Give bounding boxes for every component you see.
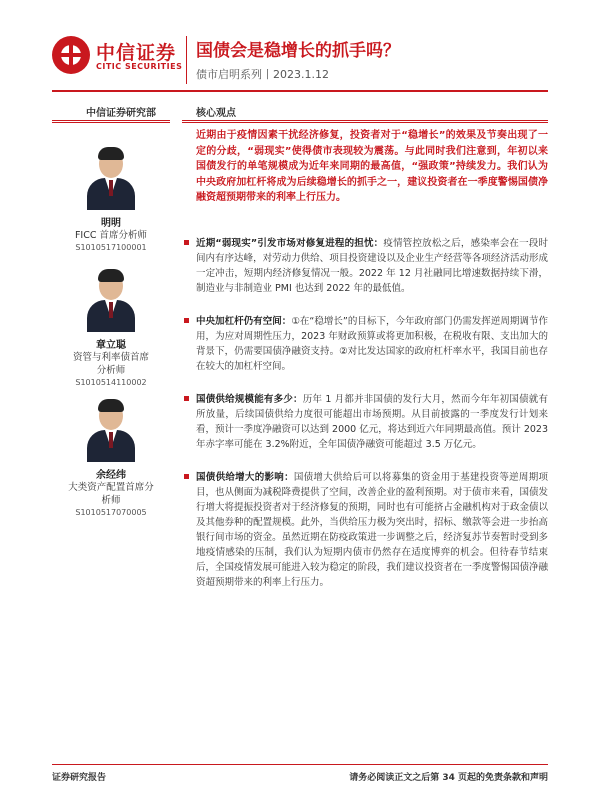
citic-logo-icon	[52, 36, 90, 74]
research-dept-label: 中信证券研究部	[86, 108, 156, 119]
key-point-text: ①在“稳增长”的目标下，今年政府部门仍需发挥逆周期调节作用，为应对周期性压力，2023 年财政预算或将更加积极，在税收有限、支出加大的背景下，仍需要国债净融资支持。②对比发达国家的政府杠杆率水平，我国目前也存在较大的加杠杆空间。	[196, 316, 548, 372]
analyst-title: FICC 首席分析师	[74, 230, 148, 241]
bullet-marker	[184, 240, 189, 245]
analyst-name: 章立聪	[96, 340, 126, 351]
analyst-card	[52, 268, 170, 387]
key-point	[184, 314, 548, 374]
citic-logo	[52, 36, 202, 80]
footer-report-type: 证券研究报告	[52, 773, 107, 783]
analyst-card	[52, 398, 170, 517]
footer-rule	[52, 764, 548, 765]
key-point-lead: 国债供给增大的影响：	[196, 472, 294, 483]
header-divider	[186, 36, 187, 84]
bullet-marker	[184, 396, 189, 401]
analyst-license-id: S1010517070005	[75, 508, 147, 517]
analyst-photo	[85, 398, 137, 462]
report-subtitle: 债市启明系列丨2023.1.12	[196, 68, 329, 81]
key-point	[184, 470, 548, 590]
logo-text-en: CITIC SECURITIES	[96, 62, 183, 71]
report-title: 国债会是稳增长的抓手吗？	[196, 41, 400, 61]
key-point-text: 历年 1 月都并非国债的发行大月，然而今年年初国债就有所放量，后续国债供给力度很可能超出市场预期。从目前披露的一季度发行计划来看，预计一季度净融资可以达到 2000 亿元，将达到近六年同期最高值。预计 2023 年赤字率可能在 3.2%附近，全年国债净融资可能超过 3.5 万亿元。	[196, 394, 548, 450]
left-section-rule-2	[52, 122, 170, 123]
analyst-photo	[85, 268, 137, 332]
header-rule	[52, 90, 548, 92]
analyst-name: 余经纬	[96, 470, 126, 481]
analyst-title: 大类资产配置首席分析师	[68, 482, 154, 506]
key-point-text: 国债增大供给后可以将募集的资金用于基建投资等逆周期项目，也从侧面为减税降费提供了空间，改善企业的盈利预期。对于债市来看，国债发行增大将提振投资者对于经济修复的预期，同时也有可能挤占金融机构对于政金债以及其他券种的配置规模。此外，当供给压力极为突出时，招标、缴款等会进一步抬高银行间市场的资金。虽然近期在防疫政策进一步调整之后，经济复苏节奏暂时受到多地疫情感染的压制，我们认为短期内债市仍然存在适度博弈的机会。但待春节结束后，全国疫情发展可能进入较为稳定的阶段，我们建议投资者在一季度警惕国债净融资超预期带来的利率上行压力。	[196, 472, 548, 588]
analyst-title: 资管与利率债首席分析师	[72, 352, 149, 376]
key-point	[184, 236, 548, 296]
key-point-text: 疫情管控放松之后，感染率会在一段时间内有序达峰，对劳动力供给、项目投资建设以及企业生产经营等各项经济活动形成一定冲击，短期内经济修复情况一般。2022 年 12 月社融同比增速数据持续下滑，制造业与非制造业 PMI 也达到 2022 年的最低值。	[196, 238, 548, 294]
core-view-label: 核心观点	[196, 108, 236, 119]
right-section-rule-2	[182, 122, 548, 123]
key-point-lead: 近期“弱现实”引发市场对修复进程的担忧：	[196, 238, 384, 249]
analyst-license-id: S1010517100001	[75, 243, 147, 252]
core-summary: 近期由于疫情因素干扰经济修复，投资者对于“稳增长”的效果及节奏出现了一定的分歧，“弱现实”使得债市表现较为震荡。与此同时我们注意到，年初以来国债发行的单笔规模成为近年来同期的最高值，“强政策”持续发力。我们认为中央政府加杠杆将成为后续稳增长的抓手之一，建议投资者在一季度警惕国债净融资超预期带来的利率上行压力。	[196, 130, 548, 204]
key-point-lead: 国债供给规模能有多少：	[196, 394, 303, 405]
bullet-marker	[184, 474, 189, 479]
footer-disclaimer: 请务必阅读正文之后第 34 页起的免责条款和声明	[349, 773, 548, 783]
left-section-rule	[52, 120, 170, 121]
right-section-rule	[182, 120, 548, 121]
analyst-license-id: S1010514110002	[75, 378, 147, 387]
bullet-marker	[184, 318, 189, 323]
analyst-photo	[85, 146, 137, 210]
logo-text-cn: 中信证券	[96, 42, 177, 64]
key-point	[184, 392, 548, 452]
key-point-lead: 中央加杠杆仍有空间：	[196, 316, 292, 327]
analyst-card	[52, 146, 170, 252]
analyst-name: 明明	[101, 218, 121, 229]
